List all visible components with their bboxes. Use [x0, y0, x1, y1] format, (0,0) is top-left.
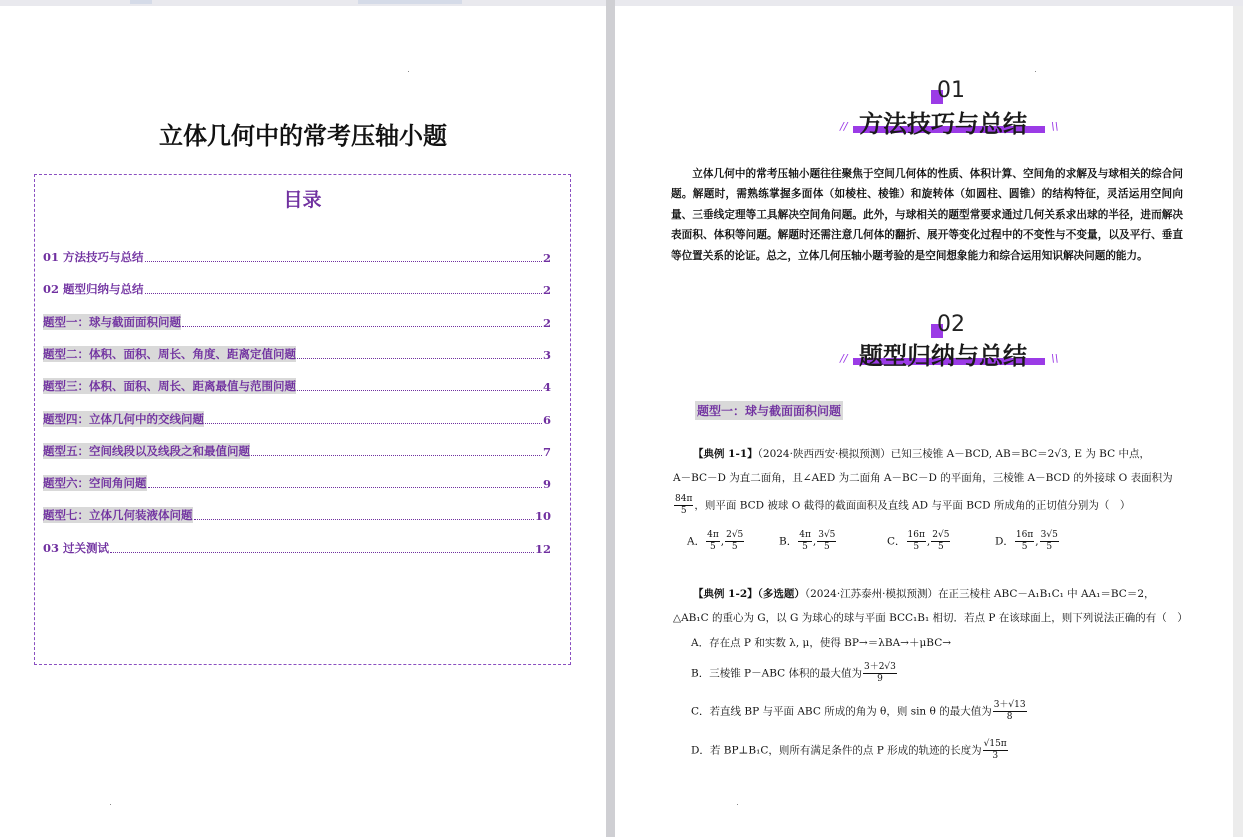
example-tag: 【典例 1-1】 [693, 448, 758, 460]
section-title-decoration: \\ [1051, 352, 1059, 365]
toc-entry-page: 12 [534, 541, 551, 556]
toc-entry-label: 题型五：空间线段以及线段之和最值问题 [43, 443, 250, 458]
toc-entry-label: 01 方法技巧与总结 [43, 250, 144, 264]
section-number: 02 [937, 312, 965, 337]
page-marker [1035, 71, 1036, 72]
toc-entry-label: 题型四：立体几何中的交线问题 [43, 411, 204, 426]
toc-entry-page: 2 [542, 315, 551, 330]
example-1-2-option-d: D．若 BP⊥B₁C，则所有满足条件的点 P 形成的轨迹的长度为 $\frac{√15\pi}{3}$ [691, 739, 1007, 761]
example-1-2-option-a: A．存在点 P 和实数 λ, μ，使得 BP→＝λBA→＋μBC→ [691, 637, 952, 649]
fraction: $\frac{3+2√3}{9}$ [863, 662, 896, 684]
fraction: $\frac{4\pi}{5}$ [799, 530, 811, 552]
toolbar-segment [130, 0, 152, 4]
example-1-1-option: A． $\frac{4\pi}{5}$ , $\frac{2√5}{5}$ [687, 530, 744, 552]
page-marker [737, 804, 738, 805]
toc-entry-page: 6 [542, 412, 551, 427]
example-1-2-line-1 [693, 586, 1155, 601]
page-marker [408, 71, 409, 72]
section-number: 01 [937, 78, 965, 103]
toc-entry[interactable] [43, 538, 551, 556]
toc-heading: 目录 [283, 189, 322, 211]
toc-entry-page: 10 [534, 509, 551, 524]
toc-leader-dots [182, 326, 542, 327]
toc-entry[interactable] [43, 279, 551, 297]
toc-leader-dots [297, 358, 542, 359]
example-1-1-option: C． $\frac{16\pi}{5}$ , $\frac{2√5}{5}$ [887, 530, 950, 552]
toc-entry-label: 03 过关测试 [43, 540, 110, 555]
section-title-decoration: // [840, 120, 848, 133]
example-1-2-option-c: C．若直线 BP 与平面 ABC 所成的角为 θ，则 sin θ 的最大值为 $\frac{3+√13}{8}$ [691, 700, 1026, 722]
toc-entry-page: 2 [542, 283, 551, 298]
example-1-1-option: B． $\frac{4\pi}{5}$ , $\frac{3√5}{5}$ [779, 530, 836, 552]
example-text: ，则平面 BCD 被球 O 截得的截面面积及直线 AD 与平面 BCD 所成角的正切值分别为（ ） [694, 499, 1131, 512]
toc-entry[interactable] [43, 247, 551, 265]
toc-entry-page: 7 [542, 444, 551, 459]
toc-entry-label: 题型二：体积、面积、周长、角度、距离定值问题 [43, 346, 296, 361]
toc-entry-page: 4 [542, 380, 551, 395]
document-page-right [615, 6, 1233, 837]
toc-leader-dots [205, 423, 542, 424]
toc-leader-dots [145, 293, 542, 294]
fraction: $\frac{3√5}{5}$ [818, 530, 836, 552]
toolbar-segment [358, 0, 462, 4]
toc-leader-dots [110, 552, 534, 553]
example-1-1-option: D． $\frac{16\pi}{5}$ , $\frac{3√5}{5}$ [995, 530, 1058, 552]
toc-entry[interactable] [43, 505, 551, 523]
section-title: 题型归纳与总结 [859, 342, 1027, 370]
fraction: $\frac{3+√13}{8}$ [993, 700, 1026, 722]
example-1-2-line-2: △AB₁C 的重心为 G，以 G 为球心的球与平面 BCC₁B₁ 相切．若点 P 在该球面上，则下列说法正确的有（ ） [673, 612, 1188, 624]
toc-entry-label: 题型一：球与截面面积问题 [43, 314, 181, 329]
toc-entry[interactable] [43, 312, 551, 330]
toc-entry[interactable] [43, 473, 551, 491]
fraction: $\frac{4\pi}{5}$ [707, 530, 719, 552]
toc-entry-label: 题型六：空间角问题 [43, 476, 147, 491]
section-title-decoration: \\ [1051, 120, 1059, 133]
page-marker [110, 804, 111, 805]
example-1-2-option-b: B．三棱锥 P－ABC 体积的最大值为 $\frac{3+2√3}{9}$ [691, 662, 896, 684]
toc-entry-page: 3 [542, 347, 551, 362]
toc-leader-dots [145, 261, 542, 262]
toc-leader-dots [194, 519, 534, 520]
example-text: （2024·陕西西安·模拟预测）已知三棱锥 A－BCD, AB＝BC＝2√3, E 为 BC 中点， [757, 448, 1150, 460]
toc-entry-label: 02 题型归纳与总结 [43, 282, 144, 297]
toc-entry[interactable] [43, 344, 551, 362]
example-tag: 【典例 1-2】（多选题） [693, 588, 805, 600]
fraction: $\frac{2√5}{5}$ [726, 530, 744, 552]
toc-entry-page: 9 [542, 477, 551, 492]
fraction: $\frac{16\pi}{5}$ [907, 530, 925, 552]
toc-entry[interactable] [43, 376, 551, 394]
section-title-decoration: // [840, 352, 848, 365]
intro-paragraph: 立体几何中的常考压轴小题往往聚焦于空间几何体的性质、体积计算、空间角的求解及与球相关的综合问题。解题时，需熟练掌握多面体（如棱柱、棱锥）和旋转体（如圆柱、圆锥）的结构特征，灵活运用空间向量、三垂线定理等工具解决空间角问题。此外，与球相关的题型常要求通过几何关系求出球的半径，进而解决表面积、体积等问题。解题时还需注意几何体的翻折、展开等变化过程中的不变性与不变量，以及平行、垂直等位置关系的论证。总之，立体几何压轴小题考验的是空间想象能力和综合运用知识解决问题的能力。 [671, 168, 1183, 262]
fraction: $\frac{16\pi}{5}$ [1015, 530, 1034, 552]
example-1-1-line-1 [693, 446, 1150, 461]
document-title: 立体几何中的常考压轴小题 [159, 122, 447, 150]
section-title: 方法技巧与总结 [859, 110, 1027, 138]
toc-entry-label: 题型七：立体几何装液体问题 [43, 508, 193, 523]
document-page-left [0, 6, 606, 837]
fraction: $\frac{3√5}{5}$ [1040, 530, 1058, 552]
fraction: $\frac{√15\pi}{3}$ [983, 739, 1007, 761]
toc-leader-dots [148, 487, 542, 488]
table-of-contents [34, 174, 571, 665]
fraction: $\frac{2√5}{5}$ [932, 530, 950, 552]
example-1-1-line-3 [673, 494, 1130, 517]
fraction: $\frac{84\pi}{5}$ [675, 494, 693, 516]
example-text: （2024·江苏泰州·模拟预测）在正三棱柱 ABC－A₁B₁C₁ 中 AA₁＝BC＝2， [804, 588, 1155, 600]
page-gap [606, 0, 615, 837]
toc-entry-page: 2 [542, 251, 551, 265]
toc-leader-dots [297, 390, 542, 391]
toc-entry-label: 题型三：体积、面积、周长、距离最值与范围问题 [43, 379, 296, 394]
question-type-heading: 题型一：球与截面面积问题 [695, 401, 843, 420]
toc-entry[interactable] [43, 441, 551, 459]
toc-leader-dots [251, 455, 542, 456]
vertical-scrollbar[interactable] [1233, 6, 1243, 837]
example-1-1-line-2: A－BC－D 为直二面角，且∠AED 为二面角 A－BC－D 的平面角，三棱锥 A－BCD 的外接球 O 表面积为 [673, 472, 1173, 484]
toc-entry[interactable] [43, 409, 551, 427]
